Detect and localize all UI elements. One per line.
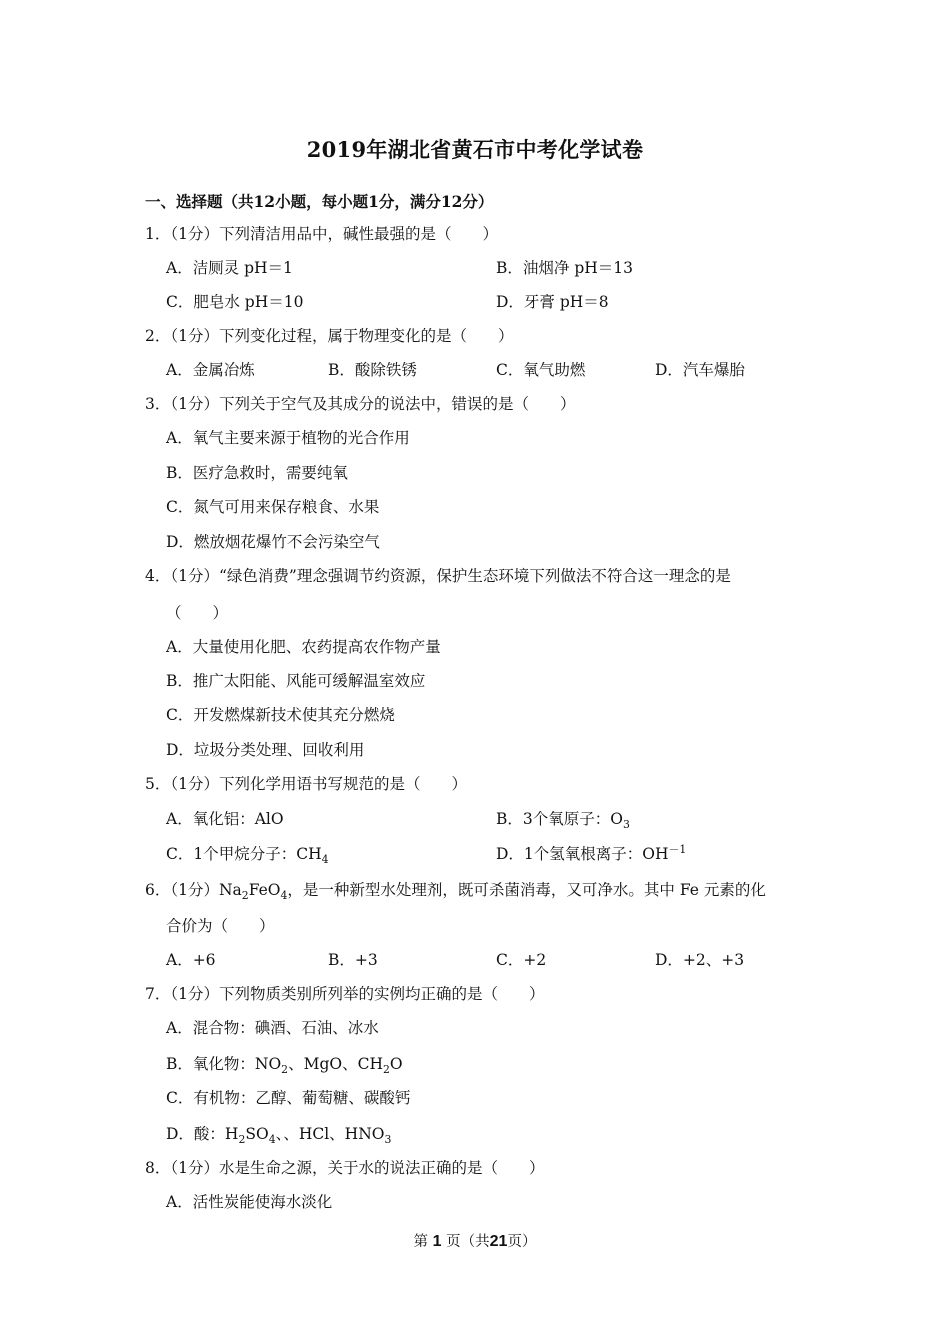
question-4-stem-continued: （ ） [166,604,229,622]
question-8-stem: 8．（1分）水是生命之源，关于水的说法正确的是（ ） [145,1159,545,1177]
question-1-option-d: D．牙膏 pH＝8 [496,293,609,311]
question-6-stem: 6．（1分）$Na_2FeO_4$，是一种新型水处理剂，既可杀菌消毒，又可净水。其中 Fe 元素的化 [145,881,766,903]
question-5-stem: 5．（1分）下列化学用语书写规范的是（ ） [145,775,467,793]
question-4-option-a: A．大量使用化肥、农药提高农作物产量 [166,638,441,656]
question-6-option-d: D．+2、+3 [655,951,745,969]
question-4-option-b: B．推广太阳能、风能可缓解温室效应 [166,672,426,690]
page-footer: 第 1 页（共21页） [413,1233,537,1250]
question-7-stem: 7．（1分）下列物质类别所列举的实例均正确的是（ ） [145,985,545,1003]
question-5-option-b: B．3个氧原子：$O_3$ [496,810,630,832]
question-5-option-d: D．1个氢氧根离子：$OH^{-1}$ [496,842,687,863]
question-5-option-c: C．1个甲烷分子：$CH_4$ [166,845,329,867]
question-2-stem: 2．（1分）下列变化过程，属于物理变化的是（ ） [145,327,514,345]
question-5-option-a: A．氧化铝：AlO [166,810,284,828]
question-3-option-d: D．燃放烟花爆竹不会污染空气 [166,533,380,551]
question-2-option-a: A．金属冶炼 [166,361,255,379]
question-6-stem-continued: 合价为（ ） [166,917,275,935]
section-heading: 一、选择题（共12小题，每小题1分，满分12分） [145,192,494,211]
question-3-option-a: A．氧气主要来源于植物的光合作用 [166,429,410,447]
question-3-option-c: C．氮气可用来保存粮食、水果 [166,498,380,516]
question-7-option-a: A．混合物：碘酒、石油、冰水 [166,1019,379,1037]
question-7-option-c: C．有机物：乙醇、葡萄糖、碳酸钙 [166,1089,411,1107]
question-4-stem: 4．（1分）“绿色消费”理念强调节约资源，保护生态环境下列做法不符合这一理念的是 [145,567,731,585]
question-6-option-c: C．+2 [496,951,547,969]
question-2-option-c: C．氧气助燃 [496,361,586,379]
question-4-option-d: D．垃圾分类处理、回收利用 [166,741,365,759]
question-2-option-d: D．汽车爆胎 [655,361,745,379]
page-total: 21 [489,1233,508,1250]
question-7-option-d: D．酸：$H_2SO_4$、、HCl、$HNO_3$ [166,1125,392,1147]
question-8-option-a: A．活性炭能使海水淡化 [166,1193,333,1211]
question-2-option-b: B．酸除铁锈 [328,361,417,379]
question-6-option-b: B．+3 [328,951,378,969]
question-6-option-a: A．+6 [166,951,216,969]
question-1-option-a: A．洁厕灵 pH＝1 [166,259,293,277]
question-3-stem: 3．（1分）下列关于空气及其成分的说法中，错误的是（ ） [145,395,576,413]
question-7-option-b: B．氧化物：$NO_2$、MgO、$CH_2O$ [166,1055,403,1077]
question-4-option-c: C．开发燃煤新技术使其充分燃烧 [166,706,395,724]
question-1-option-b: B．油烟净 pH＝13 [496,259,633,277]
question-3-option-b: B．医疗急救时，需要纯氧 [166,464,348,482]
question-1-stem: 1．（1分）下列清洁用品中，碱性最强的是（ ） [145,225,498,243]
page-number: 1 [432,1233,442,1250]
question-1-option-c: C．肥皂水 pH＝10 [166,293,304,311]
exam-title: 2019年湖北省黄石市中考化学试卷 [306,137,644,162]
